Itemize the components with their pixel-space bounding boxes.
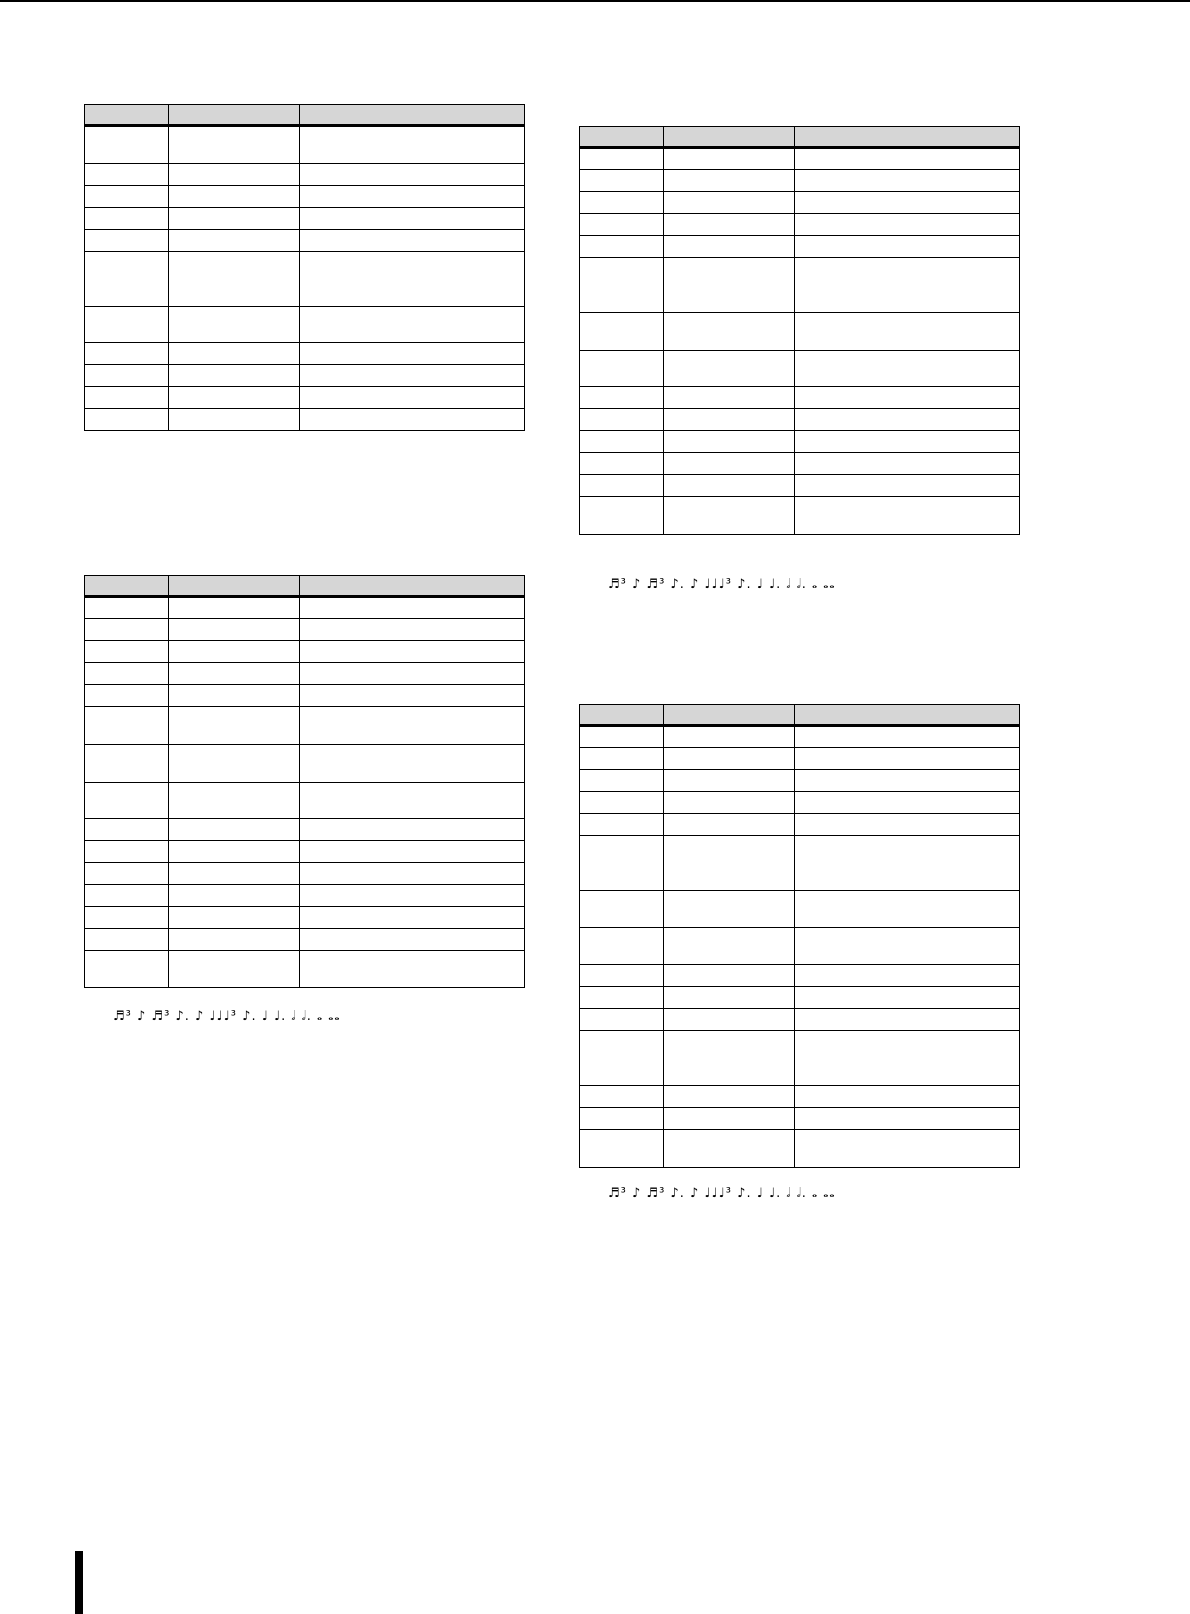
table-cell: [664, 770, 795, 792]
parameter-table-right-top: [579, 126, 1020, 535]
table-cell: [664, 236, 795, 258]
table-cell: [664, 351, 795, 387]
table-cell: [169, 951, 300, 988]
table-row: [580, 453, 1020, 475]
note-symbols-right-top: ♬³ ♪ ♬³ ♪. ♪ ♩♩♩³ ♪. ♩ ♩. 𝅗𝅥 𝅗𝅥. 𝅝 𝅝𝅝: [608, 577, 836, 592]
table-cell: [580, 497, 664, 535]
table-cell: [664, 170, 795, 192]
table-cell: [795, 148, 1020, 170]
table-cell: [169, 841, 300, 863]
table-cell: [795, 497, 1020, 535]
table-row: [85, 663, 525, 685]
table-cell: [580, 192, 664, 214]
table-header-row: [85, 105, 525, 126]
table-cell: [580, 214, 664, 236]
table-cell: [580, 726, 664, 748]
table-cell: [664, 148, 795, 170]
table-cell: [795, 770, 1020, 792]
table-cell: [85, 252, 169, 307]
table-cell: [169, 252, 300, 307]
table-cell: [664, 1130, 795, 1168]
table-row: [580, 770, 1020, 792]
table-row: [85, 619, 525, 641]
table-row: [580, 748, 1020, 770]
table-row: [580, 170, 1020, 192]
table-cell: [85, 663, 169, 685]
table-cell: [664, 214, 795, 236]
table-cell: [664, 965, 795, 987]
table-cell: [85, 783, 169, 819]
table-cell: [580, 928, 664, 965]
table-row: [580, 726, 1020, 748]
table-cell: [795, 726, 1020, 748]
table-cell: [795, 409, 1020, 431]
table-cell: [664, 748, 795, 770]
table-cell: [85, 929, 169, 951]
table-cell: [300, 343, 525, 365]
table-cell: [85, 619, 169, 641]
table-row: [85, 409, 525, 431]
table-cell: [169, 387, 300, 409]
table-cell: [664, 313, 795, 351]
table-row: [580, 409, 1020, 431]
table-cell: [795, 891, 1020, 928]
table-cell: [169, 307, 300, 343]
table-cell: [795, 313, 1020, 351]
header-cell: [580, 705, 664, 726]
table-cell: [169, 619, 300, 641]
header-cell: [664, 705, 795, 726]
table-cell: [169, 863, 300, 885]
table-cell: [795, 258, 1020, 313]
table-cell: [300, 863, 525, 885]
table-cell: [664, 258, 795, 313]
page-marker-bar: [75, 1551, 83, 1614]
table-cell: [85, 885, 169, 907]
table-cell: [85, 745, 169, 783]
table-row: [85, 208, 525, 230]
table-cell: [300, 907, 525, 929]
table-cell: [795, 475, 1020, 497]
table-cell: [580, 1086, 664, 1108]
table-cell: [300, 841, 525, 863]
table-cell: [795, 192, 1020, 214]
table-cell: [580, 770, 664, 792]
table-cell: [664, 836, 795, 891]
table-cell: [664, 891, 795, 928]
table-cell: [664, 1108, 795, 1130]
table-cell: [795, 453, 1020, 475]
header-cell: [795, 127, 1020, 148]
table-row: [580, 891, 1020, 928]
table-cell: [300, 409, 525, 431]
table-row: [580, 1031, 1020, 1086]
table-cell: [795, 236, 1020, 258]
header-cell: [795, 705, 1020, 726]
table-cell: [85, 365, 169, 387]
table-cell: [580, 891, 664, 928]
table-cell: [795, 814, 1020, 836]
parameter-table-left-bottom: [84, 575, 525, 988]
table-cell: [664, 497, 795, 535]
table-cell: [300, 365, 525, 387]
table-cell: [300, 951, 525, 988]
table-row: [580, 258, 1020, 313]
table-header-row: [580, 705, 1020, 726]
table-cell: [664, 409, 795, 431]
table-cell: [300, 641, 525, 663]
table-row: [85, 641, 525, 663]
table-cell: [795, 836, 1020, 891]
table-cell: [169, 783, 300, 819]
table-row: [85, 343, 525, 365]
table-row: [85, 230, 525, 252]
header-cell: [664, 127, 795, 148]
table-row: [85, 597, 525, 619]
table-row: [85, 186, 525, 208]
table-cell: [664, 453, 795, 475]
table-cell: [169, 230, 300, 252]
table-cell: [85, 387, 169, 409]
table-cell: [795, 1031, 1020, 1086]
header-cell: [85, 105, 169, 126]
table-cell: [300, 597, 525, 619]
table-cell: [169, 126, 300, 164]
top-rule: [0, 0, 1190, 2]
table-cell: [169, 663, 300, 685]
table-cell: [664, 387, 795, 409]
table-cell: [169, 409, 300, 431]
table-cell: [85, 819, 169, 841]
table-cell: [300, 387, 525, 409]
table-cell: [85, 707, 169, 745]
table-row: [580, 814, 1020, 836]
table-cell: [85, 208, 169, 230]
table-row: [85, 707, 525, 745]
table-cell: [580, 792, 664, 814]
table-cell: [85, 597, 169, 619]
table-cell: [300, 685, 525, 707]
table-cell: [169, 641, 300, 663]
table-cell: [169, 907, 300, 929]
table-row: [580, 928, 1020, 965]
table-cell: [300, 164, 525, 186]
table-row: [85, 307, 525, 343]
note-symbols-right-bottom: ♬³ ♪ ♬³ ♪. ♪ ♩♩♩³ ♪. ♩ ♩. 𝅗𝅥 𝅗𝅥. 𝅝 𝅝𝅝: [608, 1186, 836, 1201]
table-cell: [664, 987, 795, 1009]
table-cell: [580, 258, 664, 313]
table-cell: [169, 597, 300, 619]
table-cell: [795, 1009, 1020, 1031]
table-cell: [580, 351, 664, 387]
table-cell: [795, 792, 1020, 814]
table-row: [580, 965, 1020, 987]
table-cell: [795, 928, 1020, 965]
table-row: [85, 951, 525, 988]
table-cell: [795, 214, 1020, 236]
table-row: [580, 497, 1020, 535]
table-cell: [664, 928, 795, 965]
table-row: [85, 783, 525, 819]
table-row: [580, 192, 1020, 214]
table-cell: [169, 164, 300, 186]
header-cell: [169, 576, 300, 597]
table-row: [580, 387, 1020, 409]
table-cell: [580, 1130, 664, 1168]
table-cell: [85, 126, 169, 164]
table-cell: [580, 1108, 664, 1130]
table-row: [85, 387, 525, 409]
table-cell: [580, 748, 664, 770]
table-cell: [300, 819, 525, 841]
table-cell: [300, 663, 525, 685]
table-cell: [169, 685, 300, 707]
table-cell: [795, 965, 1020, 987]
table-cell: [580, 387, 664, 409]
table-cell: [664, 726, 795, 748]
header-cell: [580, 127, 664, 148]
table-cell: [580, 170, 664, 192]
table-row: [580, 1086, 1020, 1108]
table-cell: [795, 987, 1020, 1009]
table-row: [85, 819, 525, 841]
table-row: [85, 841, 525, 863]
table-row: [85, 929, 525, 951]
table-cell: [300, 186, 525, 208]
table-cell: [795, 748, 1020, 770]
table-cell: [795, 1130, 1020, 1168]
table-row: [85, 745, 525, 783]
table-row: [85, 885, 525, 907]
table-cell: [300, 230, 525, 252]
table-cell: [580, 814, 664, 836]
table-cell: [169, 208, 300, 230]
table-cell: [85, 841, 169, 863]
table-cell: [300, 707, 525, 745]
table-cell: [580, 236, 664, 258]
table-cell: [664, 1031, 795, 1086]
table-row: [580, 351, 1020, 387]
table-cell: [580, 1031, 664, 1086]
table-row: [580, 1108, 1020, 1130]
table-cell: [85, 951, 169, 988]
table-cell: [85, 230, 169, 252]
table-cell: [795, 1086, 1020, 1108]
table-row: [580, 1009, 1020, 1031]
table-cell: [795, 1108, 1020, 1130]
table-header-row: [580, 127, 1020, 148]
table-row: [580, 836, 1020, 891]
table-cell: [300, 252, 525, 307]
table-cell: [580, 987, 664, 1009]
table-cell: [300, 126, 525, 164]
table-cell: [169, 186, 300, 208]
table-row: [85, 685, 525, 707]
table-cell: [169, 929, 300, 951]
table-row: [580, 214, 1020, 236]
table-cell: [580, 1009, 664, 1031]
table-row: [580, 236, 1020, 258]
table-cell: [580, 475, 664, 497]
table-cell: [169, 365, 300, 387]
header-cell: [300, 105, 525, 126]
table-cell: [580, 313, 664, 351]
table-cell: [300, 929, 525, 951]
table-row: [580, 987, 1020, 1009]
table-row: [85, 164, 525, 186]
table-cell: [664, 814, 795, 836]
table-cell: [85, 343, 169, 365]
table-cell: [664, 1009, 795, 1031]
table-cell: [580, 409, 664, 431]
table-cell: [664, 192, 795, 214]
table-row: [580, 148, 1020, 170]
table-cell: [169, 343, 300, 365]
table-row: [85, 126, 525, 164]
table-cell: [580, 431, 664, 453]
table-cell: [169, 707, 300, 745]
table-cell: [664, 475, 795, 497]
table-cell: [580, 836, 664, 891]
table-cell: [664, 431, 795, 453]
table-cell: [300, 208, 525, 230]
table-cell: [169, 885, 300, 907]
table-cell: [85, 685, 169, 707]
table-row: [580, 792, 1020, 814]
table-cell: [169, 819, 300, 841]
table-row: [580, 431, 1020, 453]
table-cell: [795, 170, 1020, 192]
table-cell: [580, 965, 664, 987]
table-cell: [85, 409, 169, 431]
header-cell: [85, 576, 169, 597]
table-header-row: [85, 576, 525, 597]
table-cell: [580, 453, 664, 475]
parameter-table-right-bottom: [579, 704, 1020, 1168]
header-cell: [169, 105, 300, 126]
table-cell: [300, 885, 525, 907]
table-cell: [85, 863, 169, 885]
table-cell: [300, 783, 525, 819]
table-cell: [664, 792, 795, 814]
note-symbols-left: ♬³ ♪ ♬³ ♪. ♪ ♩♩♩³ ♪. ♩ ♩. 𝅗𝅥 𝅗𝅥. 𝅝 𝅝𝅝: [113, 1009, 341, 1024]
table-cell: [300, 745, 525, 783]
table-row: [85, 365, 525, 387]
table-cell: [795, 431, 1020, 453]
table-cell: [580, 148, 664, 170]
header-cell: [300, 576, 525, 597]
table-cell: [85, 186, 169, 208]
table-cell: [85, 907, 169, 929]
table-cell: [85, 307, 169, 343]
table-row: [85, 252, 525, 307]
table-cell: [300, 619, 525, 641]
table-cell: [300, 307, 525, 343]
table-row: [580, 313, 1020, 351]
table-cell: [85, 641, 169, 663]
table-cell: [169, 745, 300, 783]
table-cell: [85, 164, 169, 186]
table-cell: [664, 1086, 795, 1108]
parameter-table-left-top: [84, 104, 525, 431]
table-row: [580, 1130, 1020, 1168]
table-cell: [795, 387, 1020, 409]
table-row: [580, 475, 1020, 497]
table-cell: [795, 351, 1020, 387]
table-row: [85, 863, 525, 885]
table-row: [85, 907, 525, 929]
